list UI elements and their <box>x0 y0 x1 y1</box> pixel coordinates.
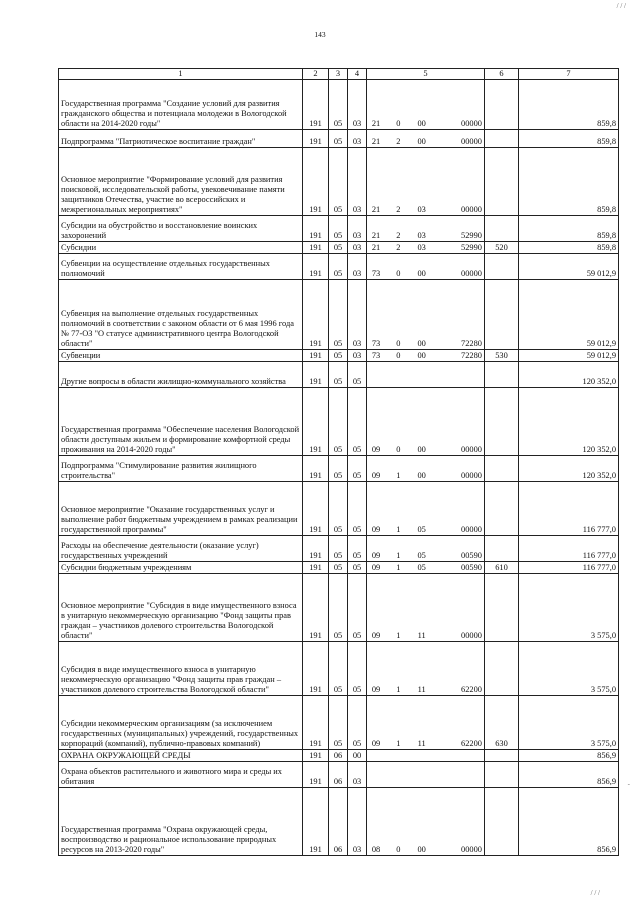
corner-mark-top: / / / <box>616 2 626 10</box>
ministry-code: 191 <box>303 574 329 642</box>
target-article-code <box>367 696 485 750</box>
target-code-part: 05 <box>417 551 426 561</box>
subsection-code: 03 <box>348 280 367 350</box>
expense-type-code <box>485 574 519 642</box>
target-code-part: 11 <box>417 739 426 749</box>
ministry-code: 191 <box>303 642 329 696</box>
target-code-part: 1 <box>396 551 401 561</box>
column-header: 3 <box>329 69 348 80</box>
target-code-part: 03 <box>417 243 426 253</box>
expense-type-code <box>485 750 519 762</box>
table-row <box>59 574 619 642</box>
table-row <box>59 750 619 762</box>
subsection-code: 03 <box>348 130 367 148</box>
expense-type-code <box>485 456 519 482</box>
target-code-part: 62200 <box>461 685 482 695</box>
target-code-part: 05 <box>417 525 426 535</box>
target-code-part: 0 <box>396 351 401 361</box>
table-row <box>59 536 619 562</box>
section-code: 05 <box>329 482 348 536</box>
target-article-code <box>367 242 485 254</box>
subsection-code: 05 <box>348 562 367 574</box>
section-code: 05 <box>329 130 348 148</box>
target-code-part: 00000 <box>461 137 482 147</box>
target-code-part: 03 <box>417 231 426 241</box>
section-code: 05 <box>329 280 348 350</box>
table-row <box>59 456 619 482</box>
ministry-code: 191 <box>303 254 329 280</box>
section-code: 05 <box>329 574 348 642</box>
target-code-part: 0 <box>396 119 401 129</box>
amount: 120 352,0 <box>519 456 619 482</box>
expense-type-code <box>485 482 519 536</box>
target-code-part: 21 <box>371 137 381 147</box>
section-code: 05 <box>329 148 348 216</box>
row-description: Субсидия в виде имущественного взноса в унитарную некоммерческую организацию "Фонд защиты прав граждан – участников долевого строительства Вологодской области" <box>59 642 303 696</box>
target-article-code <box>367 216 485 242</box>
expense-type-code <box>485 642 519 696</box>
expense-type-code: 530 <box>485 350 519 362</box>
ministry-code: 191 <box>303 456 329 482</box>
amount: 859,8 <box>519 148 619 216</box>
row-description: Государственная программа "Создание условий для развития гражданского общества и потенциала молодежи в Вологодской области на 2014-2020 годы" <box>59 80 303 130</box>
target-article-code <box>367 762 485 788</box>
amount: 859,8 <box>519 242 619 254</box>
target-code-part: 00590 <box>461 563 482 573</box>
ministry-code: 191 <box>303 696 329 750</box>
target-code-part: 2 <box>396 231 401 241</box>
section-code: 05 <box>329 642 348 696</box>
target-code-part: 09 <box>371 739 381 749</box>
target-article-code <box>367 788 485 856</box>
ministry-code: 191 <box>303 388 329 456</box>
subsection-code: 05 <box>348 362 367 388</box>
target-code-part: 1 <box>396 739 401 749</box>
amount: 856,9 <box>519 788 619 856</box>
target-code-part: 1 <box>396 563 401 573</box>
table-row <box>59 280 619 350</box>
subsection-code: 05 <box>348 696 367 750</box>
ministry-code: 191 <box>303 148 329 216</box>
target-code-part: 08 <box>371 845 381 855</box>
subsection-code: 05 <box>348 482 367 536</box>
expense-type-code <box>485 148 519 216</box>
target-code-part: 1 <box>396 631 401 641</box>
row-description: Охрана объектов растительного и животного мира и среды их обитания <box>59 762 303 788</box>
row-description: Другие вопросы в области жилищно-коммунального хозяйства <box>59 362 303 388</box>
section-code: 05 <box>329 362 348 388</box>
section-code: 05 <box>329 216 348 242</box>
row-description: Подпрограмма "Патриотическое воспитание граждан" <box>59 130 303 148</box>
amount: 859,8 <box>519 130 619 148</box>
section-code: 05 <box>329 536 348 562</box>
target-article-code <box>367 148 485 216</box>
subsection-code: 05 <box>348 574 367 642</box>
target-code-part: 03 <box>417 205 426 215</box>
row-description: Субсидии некоммерческим организациям (за исключением государственных (муниципальных) учреждений, государственных корпораций (компаний), публично-правовых компаний) <box>59 696 303 750</box>
expense-type-code <box>485 762 519 788</box>
ministry-code: 191 <box>303 750 329 762</box>
table-row <box>59 216 619 242</box>
target-code-part: 73 <box>371 351 381 361</box>
table-row <box>59 642 619 696</box>
table-row <box>59 696 619 750</box>
target-article-code <box>367 536 485 562</box>
target-article-code <box>367 80 485 130</box>
section-code: 05 <box>329 696 348 750</box>
subsection-code: 03 <box>348 762 367 788</box>
target-code-part: 72280 <box>461 339 482 349</box>
amount: 3 575,0 <box>519 574 619 642</box>
ministry-code: 191 <box>303 562 329 574</box>
target-code-part: 21 <box>371 205 381 215</box>
table-row <box>59 762 619 788</box>
target-article-code <box>367 280 485 350</box>
target-article-code <box>367 456 485 482</box>
section-code: 05 <box>329 254 348 280</box>
amount: 120 352,0 <box>519 362 619 388</box>
subsection-code: 05 <box>348 388 367 456</box>
target-code-part: 00000 <box>461 119 482 129</box>
column-header: 2 <box>303 69 329 80</box>
table-row <box>59 362 619 388</box>
section-code: 05 <box>329 456 348 482</box>
target-code-part: 73 <box>371 339 381 349</box>
table-row <box>59 80 619 130</box>
column-header: 6 <box>485 69 519 80</box>
row-description: Основное мероприятие "Формирование условий для развития поисковой, исследовательской работы, увековечивание памяти защитников Отечества, участие во всероссийских и межрегиональных мероприятиях" <box>59 148 303 216</box>
section-code: 05 <box>329 242 348 254</box>
subsection-code: 03 <box>348 80 367 130</box>
amount: 3 575,0 <box>519 642 619 696</box>
target-code-part: 00000 <box>461 845 482 855</box>
target-code-part: 00 <box>417 339 426 349</box>
table-row <box>59 350 619 362</box>
subsection-code: 03 <box>348 350 367 362</box>
table-row <box>59 388 619 456</box>
expense-type-code <box>485 788 519 856</box>
ministry-code: 191 <box>303 242 329 254</box>
ministry-code: 191 <box>303 280 329 350</box>
row-description: ОХРАНА ОКРУЖАЮЩЕЙ СРЕДЫ <box>59 750 303 762</box>
ministry-code: 191 <box>303 216 329 242</box>
expense-type-code: 610 <box>485 562 519 574</box>
row-description: Субвенции на осуществление отдельных государственных полномочий <box>59 254 303 280</box>
target-code-part: 2 <box>396 205 401 215</box>
target-article-code <box>367 750 485 762</box>
amount: 59 012,9 <box>519 350 619 362</box>
target-code-part: 00 <box>417 137 426 147</box>
target-code-part: 09 <box>371 445 381 455</box>
amount: 116 777,0 <box>519 536 619 562</box>
target-code-part: 11 <box>417 685 426 695</box>
subsection-code: 03 <box>348 148 367 216</box>
target-code-part: 21 <box>371 119 381 129</box>
expense-type-code <box>485 536 519 562</box>
table-row <box>59 130 619 148</box>
row-description: Государственная программа "Охрана окружающей среды, воспроизводство и рациональное использование природных ресурсов на 2013-2020 годы" <box>59 788 303 856</box>
amount: 116 777,0 <box>519 562 619 574</box>
section-code: 06 <box>329 788 348 856</box>
target-code-part: 09 <box>371 631 381 641</box>
target-code-part: 11 <box>417 631 426 641</box>
amount: 59 012,9 <box>519 254 619 280</box>
table-row <box>59 562 619 574</box>
table-row <box>59 254 619 280</box>
target-article-code <box>367 388 485 456</box>
target-code-part: 0 <box>396 339 401 349</box>
target-code-part: 21 <box>371 231 381 241</box>
page-number: 143 <box>314 30 326 39</box>
target-code-part: 09 <box>371 551 381 561</box>
amount: 856,9 <box>519 762 619 788</box>
target-code-part: 00 <box>417 119 426 129</box>
expense-type-code <box>485 254 519 280</box>
expense-type-code <box>485 216 519 242</box>
target-code-part: 52990 <box>461 243 482 253</box>
target-code-part: 0 <box>396 269 401 279</box>
expense-type-code <box>485 80 519 130</box>
row-description: Расходы на обеспечение деятельности (оказание услуг) государственных учреждений <box>59 536 303 562</box>
target-article-code <box>367 642 485 696</box>
target-article-code <box>367 362 485 388</box>
amount: 859,8 <box>519 80 619 130</box>
subsection-code: 00 <box>348 750 367 762</box>
table-row <box>59 242 619 254</box>
target-code-part: 1 <box>396 685 401 695</box>
subsection-code: 03 <box>348 788 367 856</box>
ministry-code: 191 <box>303 350 329 362</box>
target-code-part: 09 <box>371 685 381 695</box>
ministry-code: 191 <box>303 482 329 536</box>
target-code-part: 00 <box>417 471 426 481</box>
amount: 856,9 <box>519 750 619 762</box>
ministry-code: 191 <box>303 130 329 148</box>
target-code-part: 09 <box>371 563 381 573</box>
target-code-part: 00590 <box>461 551 482 561</box>
row-description: Субвенции <box>59 350 303 362</box>
table-header-row <box>59 69 619 80</box>
target-code-part: 09 <box>371 471 381 481</box>
ministry-code: 191 <box>303 762 329 788</box>
target-code-part: 00 <box>417 351 426 361</box>
target-article-code <box>367 350 485 362</box>
target-article-code <box>367 254 485 280</box>
section-code: 06 <box>329 750 348 762</box>
table-row <box>59 148 619 216</box>
target-code-part: 00000 <box>461 269 482 279</box>
expense-type-code <box>485 362 519 388</box>
target-code-part: 00000 <box>461 631 482 641</box>
section-code: 05 <box>329 562 348 574</box>
table-row <box>59 482 619 536</box>
target-code-part: 09 <box>371 525 381 535</box>
ministry-code: 191 <box>303 80 329 130</box>
row-description: Основное мероприятие "Оказание государственных услуг и выполнение работ бюджетным учреждением в рамках реализации государственной программы" <box>59 482 303 536</box>
ministry-code: 191 <box>303 362 329 388</box>
table-row <box>59 788 619 856</box>
amount: 120 352,0 <box>519 388 619 456</box>
target-code-part: 0 <box>396 445 401 455</box>
target-code-part: 00000 <box>461 205 482 215</box>
target-code-part: 52990 <box>461 231 482 241</box>
subsection-code: 05 <box>348 456 367 482</box>
budget-table <box>58 68 619 856</box>
target-article-code <box>367 562 485 574</box>
section-code: 06 <box>329 762 348 788</box>
subsection-code: 03 <box>348 216 367 242</box>
row-description: Субсидии бюджетным учреждениям <box>59 562 303 574</box>
column-header: 7 <box>519 69 619 80</box>
expense-type-code: 520 <box>485 242 519 254</box>
target-code-part: 0 <box>396 845 401 855</box>
target-code-part: 2 <box>396 243 401 253</box>
ministry-code: 191 <box>303 536 329 562</box>
section-code: 05 <box>329 388 348 456</box>
target-article-code <box>367 482 485 536</box>
side-mark: - <box>627 780 630 788</box>
target-code-part: 2 <box>396 137 401 147</box>
expense-type-code: 630 <box>485 696 519 750</box>
expense-type-code <box>485 280 519 350</box>
expense-type-code <box>485 130 519 148</box>
subsection-code: 05 <box>348 642 367 696</box>
row-description: Государственная программа "Обеспечение населения Вологодской области доступным жильем и формирование комфортной среды проживания на 2014-2020 годы" <box>59 388 303 456</box>
column-header: 5 <box>367 69 485 80</box>
section-code: 05 <box>329 350 348 362</box>
row-description: Субсидии <box>59 242 303 254</box>
amount: 3 575,0 <box>519 696 619 750</box>
section-code: 05 <box>329 80 348 130</box>
target-code-part: 1 <box>396 525 401 535</box>
target-code-part: 00000 <box>461 525 482 535</box>
amount: 859,8 <box>519 216 619 242</box>
target-code-part: 05 <box>417 563 426 573</box>
target-article-code <box>367 574 485 642</box>
row-description: Субсидии на обустройство и восстановление воинских захоронений <box>59 216 303 242</box>
amount: 59 012,9 <box>519 280 619 350</box>
subsection-code: 05 <box>348 536 367 562</box>
subsection-code: 03 <box>348 254 367 280</box>
subsection-code: 03 <box>348 242 367 254</box>
row-description: Подпрограмма "Стимулирование развития жилищного строительства" <box>59 456 303 482</box>
target-code-part: 00 <box>417 445 426 455</box>
amount: 116 777,0 <box>519 482 619 536</box>
column-header: 4 <box>348 69 367 80</box>
column-header: 1 <box>59 69 303 80</box>
target-code-part: 1 <box>396 471 401 481</box>
target-code-part: 00 <box>417 269 426 279</box>
target-code-part: 73 <box>371 269 381 279</box>
row-description: Субвенция на выполнение отдельных государственных полномочий в соответствии с законом области от 6 мая 1996 года № 77-ОЗ "О статусе административного центра Вологодской области" <box>59 280 303 350</box>
target-code-part: 72280 <box>461 351 482 361</box>
target-code-part: 00 <box>417 845 426 855</box>
target-code-part: 00000 <box>461 445 482 455</box>
expense-type-code <box>485 388 519 456</box>
target-code-part: 62200 <box>461 739 482 749</box>
target-article-code <box>367 130 485 148</box>
corner-mark-bottom: / / / <box>590 889 600 897</box>
target-code-part: 21 <box>371 243 381 253</box>
row-description: Основное мероприятие "Субсидия в виде имущественного взноса в унитарную некоммерческую организацию "Фонд защиты прав граждан – участников долевого строительства Вологодской области" <box>59 574 303 642</box>
ministry-code: 191 <box>303 788 329 856</box>
target-code-part: 00000 <box>461 471 482 481</box>
